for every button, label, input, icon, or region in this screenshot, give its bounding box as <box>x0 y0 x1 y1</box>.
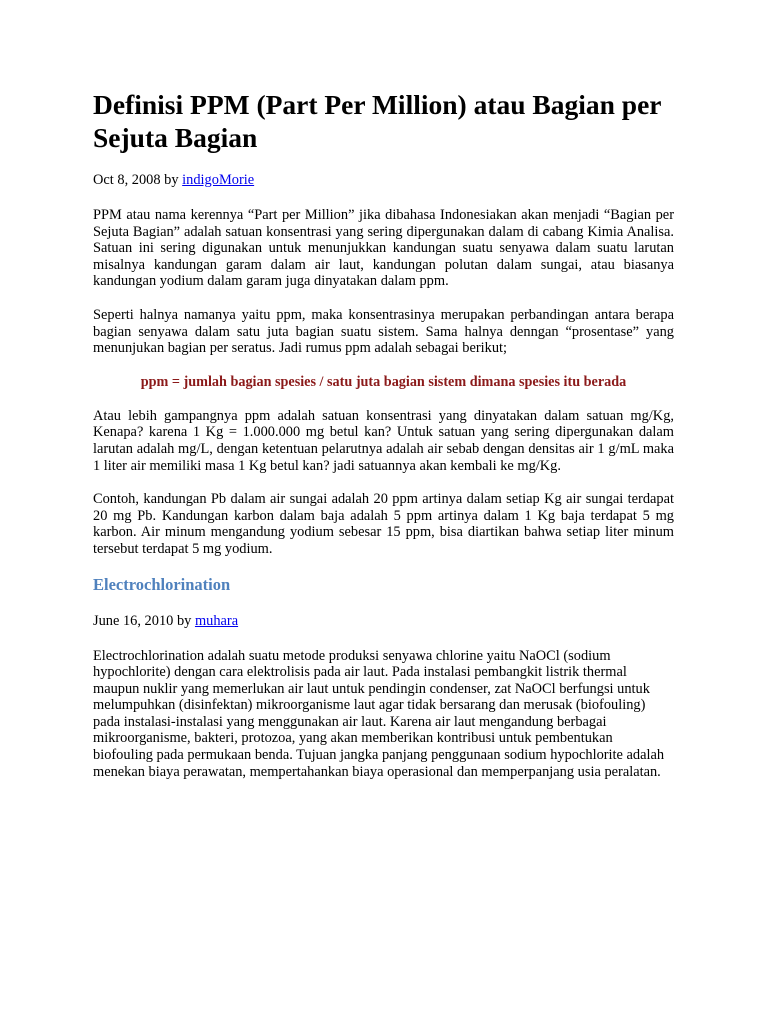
paragraph: Electrochlorination adalah suatu metode produksi senyawa chlorine yaitu NaOCl (sodium hypochlorite) dengan cara elektrolisis pada air laut. Pada instalasi pembangkit listrik thermal maupun nuklir yang memerlukan air laut untuk pendingin condenser, zat NaOCl berfungsi untuk melumpuhkan (disinfektan) mikroorganisme laut agar tidak bersarang dan merusak (biofouling) pada instalasi-instalasi yang menggunakan air laut. Karena air laut mengandung berbagai mikroorganisme, bakteri, protozoa, yang akan memberikan kontribusi untuk pembentukan biofouling pada permukaan benda. Tujuan jangka panjang penggunaan sodium hypochlorite adalah menekan biaya perawatan, mempertahankan biaya operasional dan memperpanjang usia peralatan. <box>93 647 665 780</box>
document-page <box>93 88 674 797</box>
ppm-formula: ppm = jumlah bagian spesies / satu juta bagian sistem dimana spesies itu berada <box>140 373 627 390</box>
paragraph: PPM atau nama kerennya “Part per Million” jika dibahasa Indonesiakan akan menjadi “Bagian per Sejuta Bagian” adalah satuan konsentrasi yang sering dipergunakan dalam di cabang Kimia Analisa. Satuan ini sering digunakan untuk menunjukkan kandungan suatu senyawa dalam suatu larutan misalnya kandungan garam dalam air laut, kandungan polutan dalam sungai, atau biasanya kandungan yodium dalam garam juga dinyatakan dalam ppm. <box>93 207 674 290</box>
byline-word: by <box>176 612 192 629</box>
article-title: Definisi PPM (Part Per Million) atau Bagian per Sejuta Bagian <box>93 89 662 153</box>
article-date: June 16, 2010 <box>93 612 174 629</box>
paragraph: Contoh, kandungan Pb dalam air sungai adalah 20 ppm artinya dalam setiap Kg air sungai terdapat 20 mg Pb. Kandungan karbon dalam baja adalah 5 ppm artinya dalam 1 Kg baja terdapat 5 mg karbon. Air minum mengandung yodium sebesar 15 ppm, bisa diartikan bahwa setiap liter minum tersebut terdapat 5 mg yodium. <box>93 491 674 557</box>
paragraph: Atau lebih gampangnya ppm adalah satuan konsentrasi yang dinyatakan dalam satuan mg/Kg, Kenapa? karena 1 Kg = 1.000.000 mg betul kan? Untuk satuan yang sering dipergunakan dalam larutan adalah mg/L, dengan ketentuan pelarutnya adalah air sebab dengan densitas air 1 g/mL maka 1 liter air memiliki masa 1 Kg betul kan? jadi satuannya akan kembali ke mg/Kg. <box>93 407 674 474</box>
author-link[interactable]: muhara <box>194 612 239 629</box>
article-date: Oct 8, 2008 <box>93 172 161 188</box>
author-link[interactable]: indigoMorie <box>182 172 255 188</box>
article-meta <box>93 613 674 630</box>
section-heading: Electrochlorination <box>93 574 231 594</box>
byline-word: by <box>164 172 179 188</box>
paragraph: Seperti halnya namanya yaitu ppm, maka konsentrasinya merupakan perbandingan antara berapa bagian senyawa dalam satu juta bagian suatu sistem. Sama halnya denngan “prosentase” yang menunjukan bagian per seratus. Jadi rumus ppm adalah sebagai berikut; <box>93 306 674 357</box>
article-meta <box>93 172 674 189</box>
